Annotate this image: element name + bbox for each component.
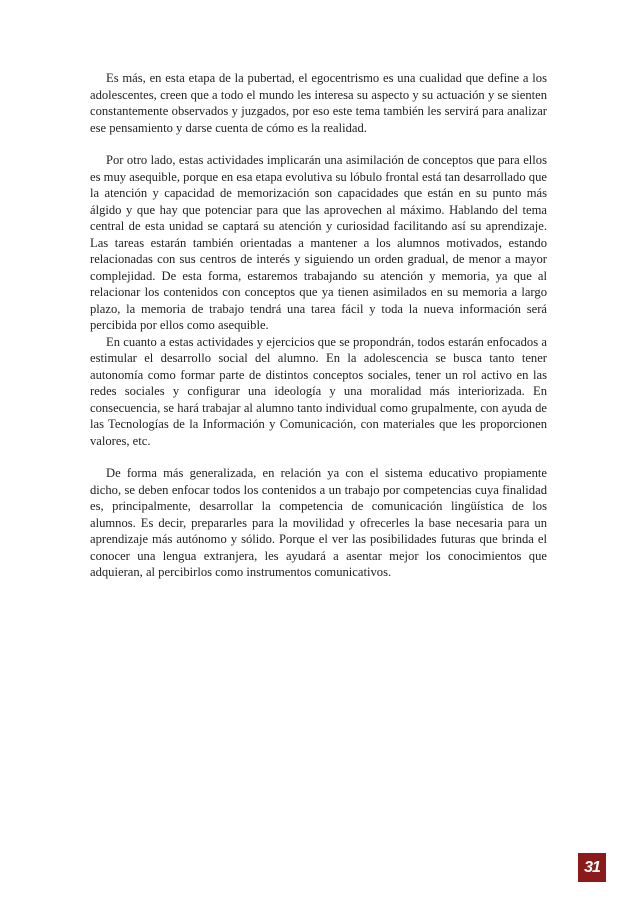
paragraph-competencies: De forma más generalizada, en relación ya con el sistema educativo propiamente dicho, se deben enfocar todos los contenidos a un trabajo por competencias cuya finalidad es, principalmente, desarrollar la competencia de comunicación lingüística de los alumnos. Es decir, prepararles para la movilidad y ofrecerles la base necesaria para un aprendizaje más autónomo y sólido. Porque el ver las posibilidades futuras que brinda el conocer una lengua extranjera, les ayudará a asentar mejor los conocimientos que adquieran, al percibirlos como instrumentos comunicativos. [90, 466, 547, 579]
paragraph-social-development: En cuanto a estas actividades y ejercicios que se propondrán, todos estarán enfocados a estimular el desarrollo social del alumno. En la adolescencia se busca tanto tener autonomía como formar parte de distintos conceptos sociales, tener un rol activo en las redes sociales y configurar una ideología y una moralidad más interiorizada. En consecuencia, se hará trabajar al alumno tanto individual como grupalmente, con ayuda de las Tecnologías de la Información y Comunicación, con materiales que les proporcionen valores, etc. [90, 334, 547, 448]
page-number-badge: 31 [578, 853, 606, 882]
body-text [90, 70, 547, 581]
paragraph-activities: Por otro lado, estas actividades implicarán una asimilación de conceptos que para ellos es muy asequible, porque en esa etapa evolutiva su lóbulo frontal está tan desarrollado que la atención y capacidad de memorización son capacidades que están en su punto más álgido y que hay que potenciar para que las aprovechen al máximo. Hablando del tema central de esta unidad se captará su atención y curiosidad facilitando así su aprendizaje. Las tareas estarán también orientadas a mantener a los alumnos motivados, estando relacionadas con sus centros de interés y siguiendo un orden gradual, de menor a mayor complejidad. De esta forma, estaremos trabajando su atención y memoria, ya que al relacionar los contenidos con conceptos que ya tienen asimilados en su memoria a largo plazo, la memoria de trabajo tendrá una tarea fácil y toda la nueva información será percibida por ellos como asequible. [90, 153, 547, 332]
paragraph-egocentrism: Es más, en esta etapa de la pubertad, el egocentrismo es una cualidad que define a los adolescentes, creen que a todo el mundo les interesa su aspecto y su actuación y se sienten constantemente observados y juzgados, por eso este tema también les servirá para analizar ese pensamiento y darse cuenta de cómo es la realidad. [90, 71, 547, 135]
